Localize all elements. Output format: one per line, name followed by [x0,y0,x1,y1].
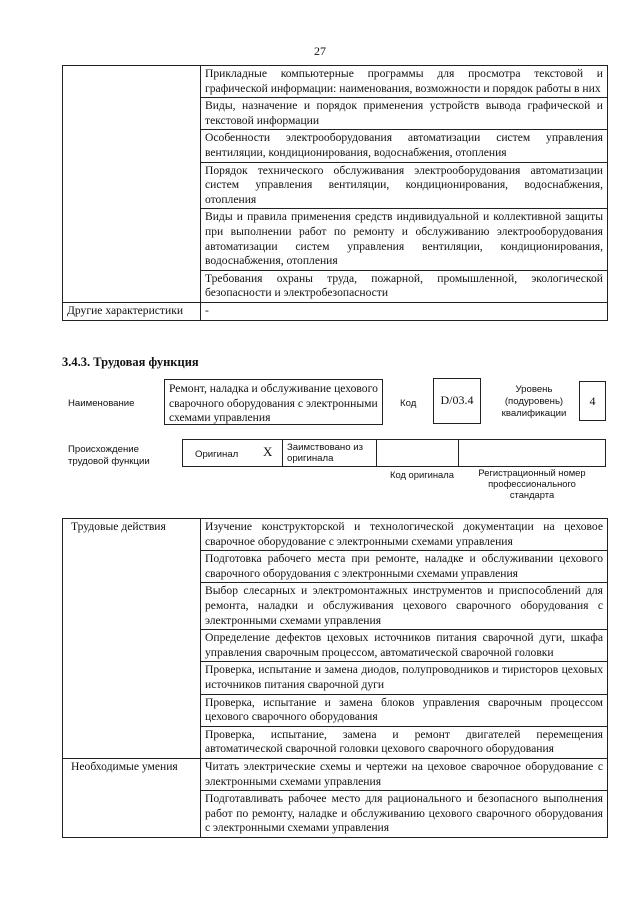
table-row [63,758,608,790]
knowledge-table [62,65,608,321]
knowledge-item: Прикладные компьютерные программы для просмотра текстовой и графической информации: наименования, возможности и порядок работы в них [201,66,608,98]
qualification-level-box: 4 [579,381,606,421]
skill-item: Читать электрические схемы и чертежи на цеховое сварочное оборудование с электронными схемами управления [201,758,608,790]
table-row [63,66,608,98]
original-cell [183,440,283,466]
knowledge-item: Виды, назначение и порядок применения устройств вывода графической и текстовой информации [201,98,608,130]
other-characteristics-value: - [201,302,608,320]
other-characteristics-label: Другие характеристики [63,302,201,320]
knowledge-item: Требования охраны труда, пожарной, промышленной, экологической безопасности и электробезопасности [201,270,608,302]
required-skills-label: Необходимые умения [63,758,201,837]
name-label: Наименование [68,398,135,409]
origin-row [182,439,606,467]
function-code-box: D/03.4 [433,378,481,424]
level-label: Уровень (подуровень) квалификации [501,384,567,419]
knowledge-item: Порядок технического обслуживания электрооборудования автоматизации систем управления вентиляции, кондиционирования, водоснабжения, отопления [201,162,608,209]
skill-item: Подготавливать рабочее место для рационального и безопасного выполнения работ по ремонту, наладке и обслуживанию цехового сварочного оборудования с электронными схемами управления [201,791,608,838]
labor-action-item: Подготовка рабочего места при ремонте, наладке и обслуживании цехового сварочного оборудования с электронными схемами управления [201,551,608,583]
reg-number-caption: Регистрационный номер профессионального стандарта [478,467,586,500]
labor-functions-table [62,518,608,838]
borrowed-cell [283,440,377,466]
labor-action-item: Проверка, испытание и замена блоков управления сварочным процессом цехового сварочного оборудования [201,694,608,726]
labor-action-item: Определение дефектов цеховых источников питания сварочной дуги, шкафа управления сварочным процессом, автоматической сварочной головки [201,630,608,662]
borrowed-label: Заимствовано из оригинала [287,442,363,464]
section-title: 3.4.3. Трудовая функция [62,355,199,369]
function-name-box: Ремонт, наладка и обслуживание цехового сварочного оборудования с электронными схемами управления [164,379,383,425]
original-label: Оригинал [195,449,239,460]
original-mark: X [263,444,273,459]
code-original-caption: Код оригинала [390,469,454,480]
page-number: 27 [314,44,326,58]
labor-action-item: Изучение конструкторской и технологической документации на цеховое сварочное оборудование с электронными схемами управления [201,519,608,551]
row-label-empty [63,66,201,303]
knowledge-item: Виды и правила применения средств индивидуальной и коллективной защиты при выполнении работ по ремонту и обслуживанию электрооборудования автоматизации систем управления вентиляции, кондиционирования, водоснабжения, отопления [201,209,608,270]
labor-action-item: Проверка, испытание и замена диодов, полупроводников и тиристоров цеховых источников питания сварочной дуги [201,662,608,694]
labor-actions-label: Трудовые действия [63,519,201,759]
labor-action-item: Выбор слесарных и электромонтажных инструментов и приспособлений для ремонта, наладки и обслуживания цехового сварочного оборудования с электронными схемами управления [201,583,608,630]
table-row [63,519,608,551]
knowledge-item: Особенности электрооборудования автоматизации систем управления вентиляции, кондиционирования, водоснабжения, отопления [201,130,608,162]
code-label: Код [400,398,417,409]
reg-number-cell [459,440,605,466]
original-code-cell [377,440,459,466]
table-row [63,302,608,320]
labor-action-item: Проверка, испытание, замена и ремонт двигателей перемещения автоматической сварочной головки цехового сварочного оборудования [201,726,608,758]
origin-label: Происхождение трудовой функции [68,444,150,467]
